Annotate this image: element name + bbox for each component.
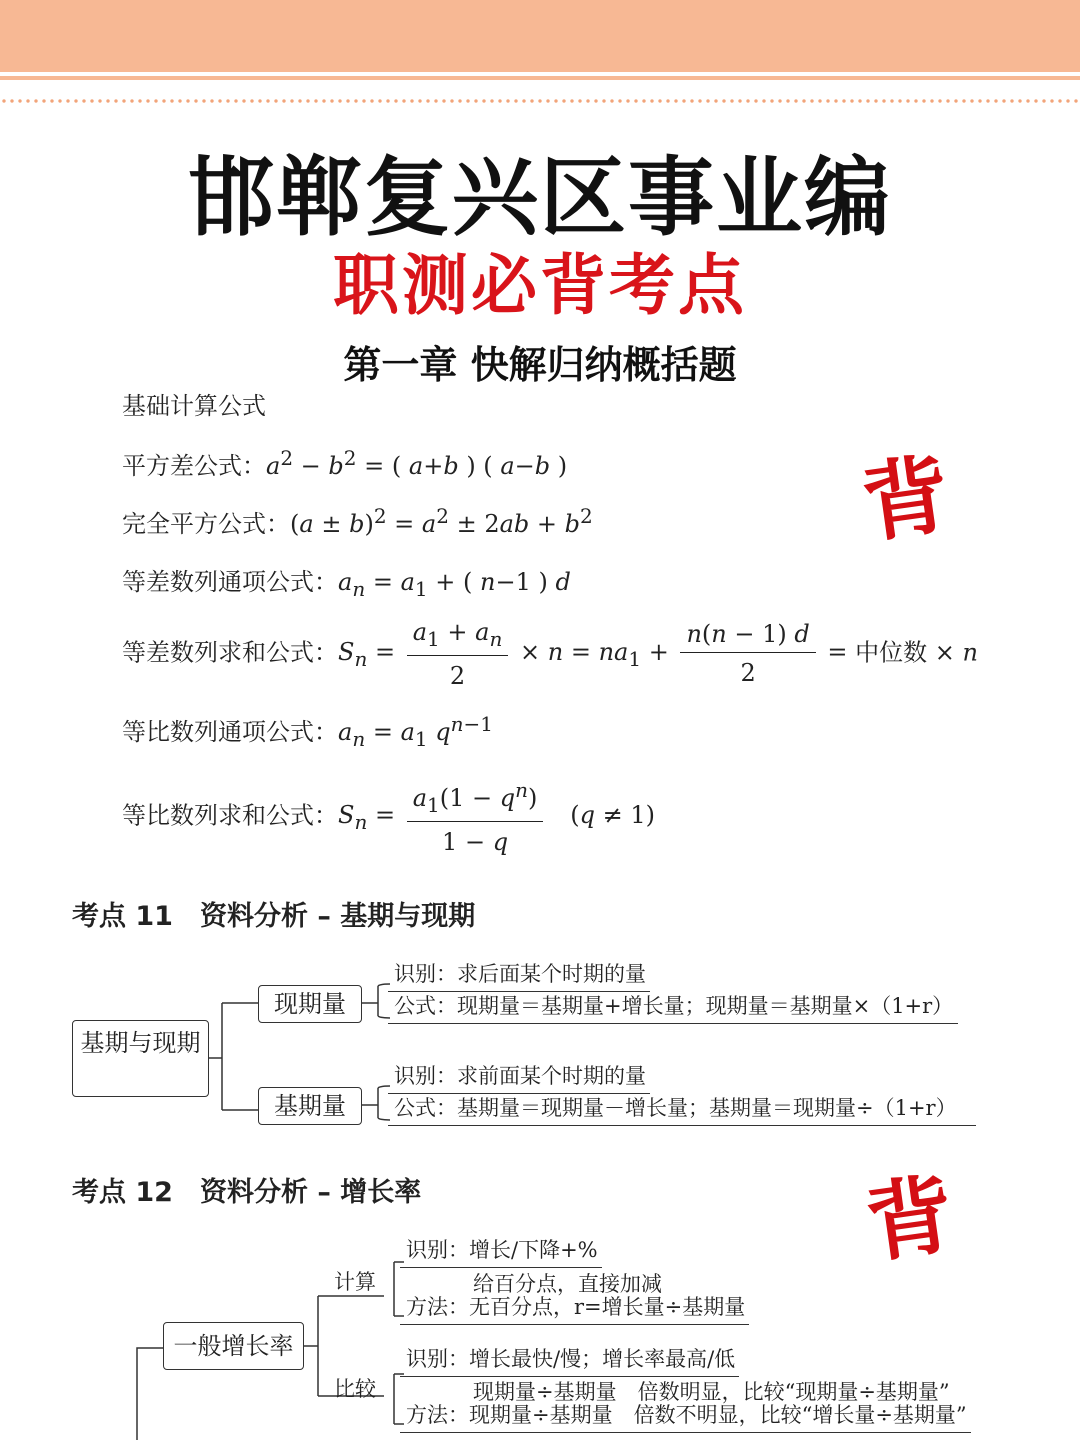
formula-label: 等比数列通项公式： <box>122 718 338 746</box>
formula-label: 平方差公式： <box>122 452 266 480</box>
calc-identify: 识别：增长/下降+% <box>400 1234 602 1268</box>
formula-expression: $(a \pm b)^2 = a^2 \pm 2ab + b^2$ <box>290 504 593 538</box>
compare-method-line1: 现期量÷基期量 倍数明显，比较“现期量÷基期量” <box>473 1380 950 1404</box>
formula-heading: 基础计算公式 <box>122 392 266 420</box>
node-compare: 比较 <box>334 1377 376 1401</box>
chapter-heading: 第一章 快解归纳概括题 <box>343 343 737 387</box>
node-base-quantity: 基期量 <box>258 1087 362 1125</box>
formula-label: 等比数列求和公式： <box>122 801 338 830</box>
calc-method-line1: 给百分点，直接加减 <box>473 1272 662 1296</box>
memorize-stamp: 背 <box>860 1163 960 1276</box>
calc-method-line2: 方法：无百分点，r=增长量÷基期量 <box>400 1291 749 1325</box>
formula-label: 完全平方公式： <box>122 510 290 538</box>
node-current-quantity: 现期量 <box>258 985 362 1023</box>
formula-expression: $a^2 - b^2$ = ( a+b ) ( a−b ) <box>266 446 568 480</box>
page-subtitle: 职测必背考点 <box>333 246 747 324</box>
section-11-heading: 考点 11 资料分析 – 基期与现期 <box>72 901 476 932</box>
formula-expression: $S_n$ = $\frac{a_1 + a_n}{2}$ × $n = na_1$ + $\frac{n(n - 1) d}{2}$ = <box>338 618 856 690</box>
formula-expression-end: × n <box>927 638 978 667</box>
node-calculate: 计算 <box>334 1270 376 1294</box>
base-formula: 公式：基期量＝现期量－增长量；基期量＝现期量÷（1+r） <box>388 1092 976 1126</box>
formula-expression: $a_n = a_1$ + ( n−1 ) d <box>338 568 571 601</box>
compare-method-line2: 方法：现期量÷基期量 倍数不明显，比较“增长量÷基期量” <box>400 1399 971 1433</box>
formula-label: 等差数列通项公式： <box>122 568 338 596</box>
formula-expression: $S_n$ = $\frac{a_1(1 - q^n)}{1 - q}$ (q ≠ 1) <box>338 778 656 856</box>
formula-label: 等差数列求和公式： <box>122 638 338 667</box>
memorize-stamp: 背 <box>856 443 956 556</box>
base-identify: 识别：求前面某个时期的量 <box>388 1060 650 1094</box>
mindmap-root-base-current: 基期与现期 <box>72 1020 209 1097</box>
formula-expression: $a_n = a_1$ $q^{n-1}$ <box>338 712 494 751</box>
formula-tail: 中位数 <box>855 638 928 667</box>
node-general-growth-rate: 一般增长率 <box>163 1322 304 1370</box>
section-12-heading: 考点 12 资料分析 – 增长率 <box>72 1177 422 1208</box>
current-identify: 识别：求后面某个时期的量 <box>388 958 650 992</box>
compare-identify: 识别：增长最快/慢；增长率最高/低 <box>400 1343 739 1377</box>
page-title: 邯郸复兴区事业编 <box>188 148 892 248</box>
current-formula: 公式：现期量＝基期量+增长量；现期量＝基期量×（1+r） <box>388 990 958 1024</box>
